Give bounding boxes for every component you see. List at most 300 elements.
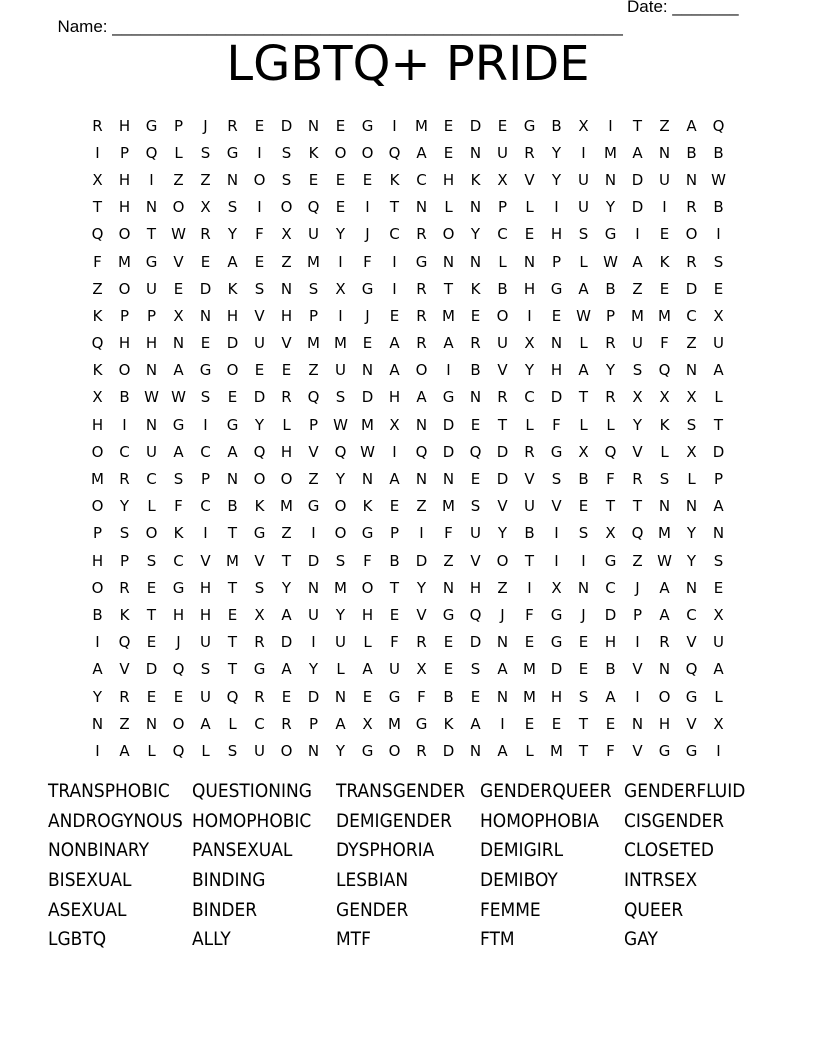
grid-letter: Z — [659, 116, 670, 135]
grid-letter: X — [281, 225, 292, 244]
grid-letter: A — [497, 660, 508, 679]
grid-row — [84, 710, 732, 737]
grid-letter: A — [173, 361, 184, 380]
grid-letter: A — [713, 361, 724, 380]
grid-letter: R — [632, 470, 643, 489]
grid-letter: O — [280, 741, 293, 760]
grid-letter: U — [713, 633, 724, 652]
grid-letter: U — [308, 225, 319, 244]
grid-row — [84, 248, 732, 275]
grid-row — [84, 547, 732, 574]
grid-letter: C — [173, 551, 184, 570]
grid-letter: B — [497, 279, 508, 298]
grid-row — [84, 520, 732, 547]
grid-letter: L — [714, 388, 723, 407]
grid-letter: S — [281, 143, 292, 162]
grid-letter: J — [635, 578, 640, 597]
grid-letter: Q — [469, 442, 482, 461]
grid-letter: U — [389, 660, 400, 679]
grid-letter: J — [581, 605, 586, 624]
grid-letter: R — [686, 252, 697, 271]
grid-letter: T — [389, 198, 400, 217]
grid-letter: B — [713, 198, 724, 217]
word-bank-item: GAY — [624, 929, 658, 951]
grid-letter: N — [469, 252, 482, 271]
grid-letter: N — [226, 470, 239, 489]
grid-letter: G — [307, 497, 320, 516]
grid-letter: I — [662, 198, 667, 217]
grid-letter: H — [280, 306, 293, 325]
grid-letter: N — [496, 687, 509, 706]
grid-letter: X — [362, 714, 373, 733]
grid-letter: X — [173, 306, 184, 325]
grid-letter: N — [361, 470, 374, 489]
grid-letter: R — [119, 578, 130, 597]
grid-letter: O — [253, 470, 266, 489]
grid-letter: G — [442, 388, 455, 407]
grid-letter: M — [442, 306, 455, 325]
grid-row — [84, 330, 732, 357]
grid-letter: X — [92, 170, 103, 189]
grid-letter: A — [578, 279, 589, 298]
grid-letter: L — [228, 714, 237, 733]
grid-letter: A — [497, 741, 508, 760]
grid-letter: Q — [145, 143, 158, 162]
word-bank-item: CISGENDER — [624, 810, 725, 832]
grid-letter: C — [686, 605, 697, 624]
grid-letter: I — [122, 415, 127, 434]
grid-letter: Y — [632, 415, 643, 434]
grid-letter: H — [118, 116, 131, 135]
grid-letter: Y — [335, 605, 346, 624]
grid-letter: I — [95, 741, 100, 760]
grid-letter: Q — [658, 361, 671, 380]
word-bank-item: GENDERFLUID — [624, 781, 746, 802]
puzzle-title: LGBTQ+ PRIDE — [226, 36, 590, 92]
grid-letter: S — [200, 143, 211, 162]
grid-letter: U — [335, 361, 346, 380]
grid-letter: W — [333, 415, 348, 434]
grid-letter: D — [604, 605, 617, 624]
grid-letter: X — [578, 116, 589, 135]
grid-letter: R — [524, 442, 535, 461]
grid-letter: M — [388, 714, 401, 733]
grid-letter: E — [389, 605, 400, 624]
grid-letter: D — [469, 633, 482, 652]
grid-letter: O — [172, 198, 185, 217]
grid-letter: D — [496, 442, 509, 461]
grid-letter: I — [392, 252, 397, 271]
word-bank-item: HOMOPHOBIC — [192, 810, 312, 832]
grid-letter: N — [307, 741, 320, 760]
grid-letter: N — [442, 470, 455, 489]
word-bank-item: BINDING — [192, 870, 266, 892]
grid-letter: E — [551, 306, 562, 325]
grid-letter: G — [604, 225, 617, 244]
grid-letter: D — [145, 660, 158, 679]
grid-letter: O — [334, 524, 347, 543]
grid-letter: Y — [497, 524, 508, 543]
grid-letter: X — [686, 442, 697, 461]
grid-row — [84, 302, 732, 329]
grid-letter: Q — [415, 442, 428, 461]
grid-letter: W — [576, 306, 591, 325]
grid-letter: S — [335, 551, 346, 570]
grid-letter: Q — [604, 442, 617, 461]
grid-letter: G — [361, 524, 374, 543]
grid-letter: C — [416, 170, 427, 189]
grid-letter: N — [145, 198, 158, 217]
grid-letter: G — [172, 415, 185, 434]
grid-letter: I — [392, 442, 397, 461]
grid-letter: O — [685, 225, 698, 244]
grid-letter: N — [415, 198, 428, 217]
grid-letter: A — [389, 470, 400, 489]
grid-letter: Y — [119, 497, 130, 516]
grid-letter: Q — [253, 442, 266, 461]
grid-letter: D — [496, 470, 509, 489]
grid-letter: M — [523, 687, 536, 706]
grid-letter: S — [578, 524, 589, 543]
grid-letter: T — [146, 225, 157, 244]
grid-letter: H — [658, 714, 671, 733]
grid-letter: O — [415, 361, 428, 380]
grid-letter: E — [335, 198, 346, 217]
grid-row — [84, 683, 732, 710]
grid-letter: E — [524, 633, 535, 652]
grid-letter: S — [713, 252, 724, 271]
grid-letter: T — [578, 714, 589, 733]
grid-letter: E — [146, 633, 157, 652]
grid-letter: T — [605, 497, 616, 516]
grid-letter: N — [685, 361, 698, 380]
grid-letter: N — [550, 334, 563, 353]
grid-letter: H — [280, 442, 293, 461]
grid-letter: U — [497, 334, 508, 353]
grid-letter: L — [201, 741, 210, 760]
grid-letter: G — [226, 143, 239, 162]
grid-letter: H — [145, 334, 158, 353]
word-bank — [48, 779, 768, 957]
grid-row — [84, 737, 732, 764]
grid-letter: F — [606, 470, 615, 489]
grid-letter: K — [227, 279, 238, 298]
grid-letter: B — [713, 143, 724, 162]
grid-letter: X — [632, 388, 643, 407]
grid-letter: Z — [281, 524, 292, 543]
grid-letter: R — [119, 687, 130, 706]
grid-letter: A — [281, 660, 292, 679]
grid-letter: R — [416, 279, 427, 298]
grid-letter: N — [577, 578, 590, 597]
word-bank-item: GENDERQUEER — [480, 781, 612, 802]
grid-letter: O — [280, 198, 293, 217]
grid-letter: V — [686, 633, 697, 652]
grid-letter: Q — [685, 660, 698, 679]
grid-letter: U — [470, 524, 481, 543]
grid-row — [84, 438, 732, 465]
grid-row — [84, 601, 732, 628]
grid-letter: B — [227, 497, 238, 516]
word-bank-item: TRANSGENDER — [336, 781, 466, 802]
grid-letter: A — [92, 660, 103, 679]
grid-letter: O — [388, 741, 401, 760]
grid-letter: E — [335, 116, 346, 135]
grid-letter: N — [469, 143, 482, 162]
grid-letter: M — [658, 306, 671, 325]
grid-letter: P — [119, 551, 130, 570]
grid-letter: E — [551, 714, 562, 733]
grid-letter: A — [632, 143, 643, 162]
grid-letter: E — [713, 279, 724, 298]
grid-letter: O — [334, 143, 347, 162]
grid-letter: N — [469, 198, 482, 217]
grid-letter: M — [118, 252, 131, 271]
grid-letter: D — [442, 442, 455, 461]
grid-letter: Q — [91, 225, 104, 244]
grid-letter: E — [524, 714, 535, 733]
grid-letter: G — [415, 714, 428, 733]
grid-letter: R — [119, 470, 130, 489]
grid-letter: U — [200, 633, 211, 652]
grid-letter: E — [659, 225, 670, 244]
grid-letter: H — [442, 170, 455, 189]
grid-letter: V — [524, 170, 535, 189]
grid-letter: S — [173, 470, 184, 489]
grid-letter: N — [145, 415, 158, 434]
grid-letter: Y — [605, 361, 616, 380]
word-bank-item: LGBTQ — [48, 929, 107, 951]
grid-letter: Z — [443, 551, 454, 570]
grid-letter: Z — [119, 714, 130, 733]
grid-letter: O — [118, 279, 131, 298]
grid-letter: N — [685, 497, 698, 516]
grid-letter: Q — [307, 388, 320, 407]
grid-letter: N — [604, 170, 617, 189]
grid-letter: L — [660, 442, 669, 461]
grid-letter: B — [470, 361, 481, 380]
word-bank-item: INTRSEX — [624, 870, 698, 892]
grid-letter: M — [334, 334, 347, 353]
grid-letter: H — [118, 198, 131, 217]
grid-letter: E — [173, 279, 184, 298]
grid-letter: O — [496, 306, 509, 325]
grid-letter: A — [389, 361, 400, 380]
grid-letter: M — [307, 252, 320, 271]
grid-letter: Y — [335, 741, 346, 760]
grid-letter: E — [659, 279, 670, 298]
grid-letter: B — [551, 116, 562, 135]
grid-letter: Y — [281, 578, 292, 597]
grid-letter: G — [253, 524, 266, 543]
grid-letter: O — [91, 497, 104, 516]
grid-row — [84, 465, 732, 492]
grid-letter: I — [311, 524, 316, 543]
grid-letter: Z — [497, 578, 508, 597]
grid-letter: G — [199, 361, 212, 380]
grid-letter: N — [442, 578, 455, 597]
grid-letter: U — [524, 497, 535, 516]
word-bank-item: ASEXUAL — [48, 899, 127, 921]
grid-letter: X — [389, 415, 400, 434]
grid-letter: O — [118, 225, 131, 244]
grid-letter: U — [632, 334, 643, 353]
grid-letter: I — [635, 687, 640, 706]
grid-letter: N — [199, 306, 212, 325]
grid-letter: T — [227, 633, 238, 652]
grid-letter: O — [226, 361, 239, 380]
letter-grid — [84, 112, 732, 765]
grid-letter: E — [443, 633, 454, 652]
grid-letter: I — [311, 633, 316, 652]
grid-letter: D — [550, 388, 563, 407]
grid-letter: H — [550, 361, 563, 380]
word-bank-item: GENDER — [336, 899, 409, 921]
grid-letter: R — [497, 388, 508, 407]
grid-letter: X — [713, 714, 724, 733]
word-bank-item: TRANSPHOBIC — [48, 781, 170, 802]
grid-letter: V — [416, 605, 427, 624]
grid-row — [84, 656, 732, 683]
grid-letter: Y — [686, 524, 697, 543]
grid-letter: R — [416, 225, 427, 244]
grid-letter: F — [417, 687, 426, 706]
grid-letter: A — [362, 660, 373, 679]
grid-letter: I — [554, 551, 559, 570]
grid-letter: P — [497, 198, 508, 217]
grid-letter: T — [632, 497, 643, 516]
grid-letter: Q — [307, 198, 320, 217]
grid-letter: J — [176, 633, 181, 652]
grid-letter: V — [173, 252, 184, 271]
grid-letter: N — [496, 633, 509, 652]
grid-letter: G — [361, 116, 374, 135]
grid-letter: D — [550, 660, 563, 679]
grid-letter: R — [416, 306, 427, 325]
grid-letter: G — [685, 687, 698, 706]
grid-letter: N — [91, 714, 104, 733]
grid-letter: T — [389, 578, 400, 597]
grid-letter: S — [470, 497, 481, 516]
grid-letter: D — [280, 633, 293, 652]
word-bank-item: QUESTIONING — [192, 781, 312, 802]
grid-letter: N — [145, 361, 158, 380]
grid-letter: W — [360, 442, 375, 461]
grid-letter: S — [713, 551, 724, 570]
grid-letter: X — [524, 334, 535, 353]
grid-letter: H — [523, 279, 536, 298]
grid-letter: E — [308, 170, 319, 189]
grid-letter: E — [389, 497, 400, 516]
grid-letter: B — [119, 388, 130, 407]
grid-row — [84, 493, 732, 520]
grid-letter: N — [334, 687, 347, 706]
grid-letter: Q — [712, 116, 725, 135]
grid-letter: C — [605, 578, 616, 597]
grid-letter: I — [581, 143, 586, 162]
grid-letter: Q — [172, 660, 185, 679]
grid-letter: A — [200, 714, 211, 733]
grid-letter: Y — [551, 170, 562, 189]
grid-letter: I — [338, 306, 343, 325]
grid-letter: R — [254, 687, 265, 706]
grid-letter: M — [550, 741, 563, 760]
grid-letter: F — [93, 252, 102, 271]
grid-letter: S — [470, 660, 481, 679]
grid-letter: K — [92, 306, 103, 325]
grid-letter: A — [227, 252, 238, 271]
grid-letter: X — [605, 524, 616, 543]
grid-letter: C — [497, 225, 508, 244]
grid-letter: G — [145, 252, 158, 271]
grid-letter: Y — [551, 143, 562, 162]
grid-letter: J — [500, 605, 505, 624]
grid-letter: T — [281, 551, 292, 570]
grid-letter: G — [388, 687, 401, 706]
word-bank-item: DEMIGENDER — [336, 810, 452, 832]
grid-letter: N — [658, 143, 671, 162]
grid-letter: Q — [118, 633, 131, 652]
grid-letter: V — [308, 442, 319, 461]
grid-letter: I — [716, 741, 721, 760]
word-bank-item: DYSPHORIA — [336, 840, 435, 862]
grid-row — [84, 139, 732, 166]
grid-letter: E — [443, 660, 454, 679]
grid-letter: R — [416, 741, 427, 760]
grid-letter: U — [713, 334, 724, 353]
grid-letter: L — [525, 415, 534, 434]
grid-letter: S — [254, 279, 265, 298]
grid-letter: I — [554, 524, 559, 543]
grid-letter: R — [281, 714, 292, 733]
grid-letter: U — [254, 334, 265, 353]
grid-letter: E — [254, 252, 265, 271]
grid-letter: A — [416, 388, 427, 407]
grid-letter: U — [308, 605, 319, 624]
grid-letter: R — [659, 633, 670, 652]
grid-letter: R — [92, 116, 103, 135]
grid-letter: A — [443, 334, 454, 353]
grid-letter: O — [118, 361, 131, 380]
grid-letter: M — [658, 524, 671, 543]
grid-letter: L — [147, 497, 156, 516]
grid-letter: F — [255, 225, 264, 244]
grid-letter: S — [659, 470, 670, 489]
grid-letter: N — [145, 714, 158, 733]
grid-letter: W — [144, 388, 159, 407]
grid-letter: V — [470, 551, 481, 570]
grid-letter: D — [712, 442, 725, 461]
grid-letter: D — [226, 334, 239, 353]
grid-letter: O — [91, 578, 104, 597]
grid-letter: N — [442, 252, 455, 271]
grid-letter: A — [227, 442, 238, 461]
grid-letter: H — [388, 388, 401, 407]
grid-letter: K — [92, 361, 103, 380]
name-field-label: Name: ______________________________________________________ — [57, 17, 623, 36]
grid-letter: Q — [334, 442, 347, 461]
grid-letter: T — [578, 741, 589, 760]
grid-letter: T — [92, 198, 103, 217]
grid-letter: E — [578, 660, 589, 679]
grid-letter: I — [203, 524, 208, 543]
word-bank-item: HOMOPHOBIA — [480, 810, 600, 832]
grid-letter: F — [606, 741, 615, 760]
grid-letter: E — [227, 605, 238, 624]
grid-letter: W — [171, 388, 186, 407]
grid-letter: E — [578, 633, 589, 652]
grid-letter: P — [308, 714, 319, 733]
